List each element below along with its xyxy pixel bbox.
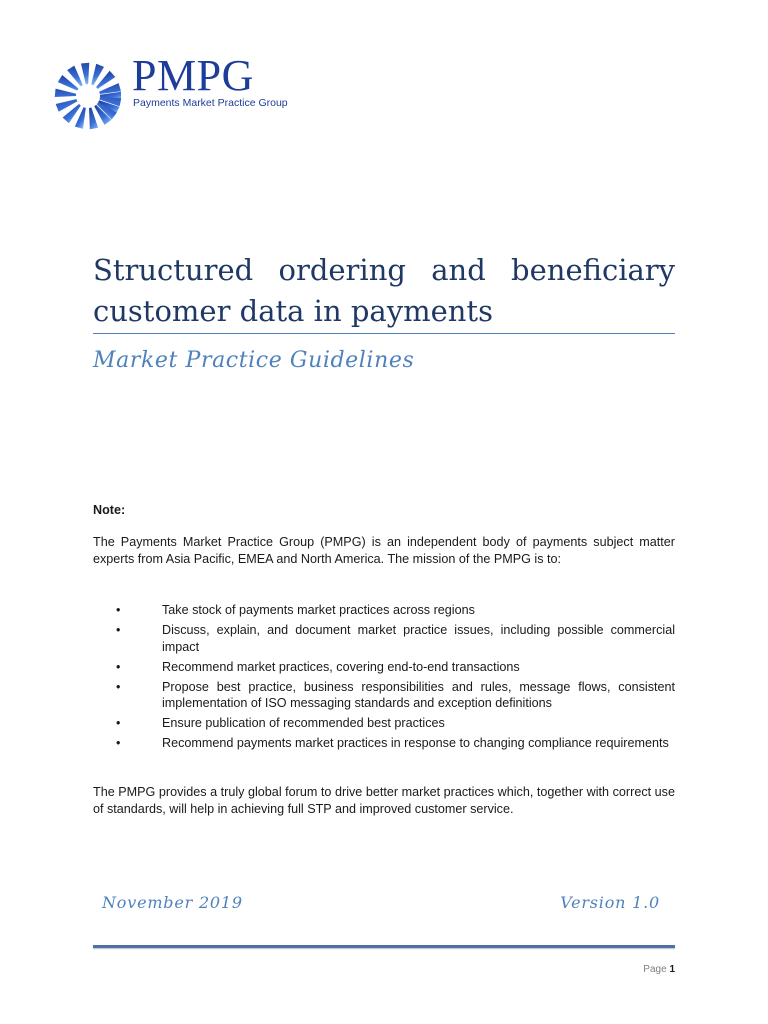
bullet-icon: •: [116, 736, 121, 750]
list-item-text: Take stock of payments market practices across regions: [162, 603, 475, 617]
list-item: [93, 679, 675, 712]
intro-paragraph: The Payments Market Practice Group (PMPG) is an independent body of payments subject matter experts from Asia Pacific, EMEA and North America. The mission of the PMPG is to:: [93, 535, 675, 566]
list-item: [93, 715, 675, 732]
page-number: [643, 964, 675, 975]
bullet-icon: •: [116, 716, 121, 730]
list-item-text: Ensure publication of recommended best practices: [162, 716, 445, 730]
list-item-text: Propose best practice, business responsibilities and rules, message flows, consistent implementation of ISO messaging standards and exception definitions: [162, 679, 675, 710]
list-item: [93, 659, 675, 676]
sunburst-logo-icon: [52, 60, 124, 132]
page-number-value: 1: [669, 964, 675, 975]
logo-tagline: Payments Market Practice Group: [133, 97, 288, 109]
bullet-icon: •: [116, 679, 121, 694]
publication-date: November 2019: [102, 893, 243, 912]
document-version: Version 1.0: [560, 893, 660, 912]
closing-paragraph: The PMPG provides a truly global forum to drive better market practices which, together with correct use of standards, will help in achieving full STP and improved customer service.: [93, 785, 675, 816]
list-item-text: Recommend payments market practices in response to changing compliance requirements: [162, 736, 669, 750]
footer-divider: [93, 945, 675, 948]
list-item: [93, 735, 675, 752]
document-title: Structured ordering and beneficiary customer data in payments: [93, 253, 675, 328]
bullet-icon: •: [116, 603, 121, 617]
list-item-text: Recommend market practices, covering end-to-end transactions: [162, 659, 520, 674]
title-divider: [93, 333, 675, 334]
document-subtitle: Market Practice Guidelines: [93, 348, 415, 373]
mission-list: [93, 602, 675, 755]
bullet-icon: •: [116, 623, 121, 637]
logo-wordmark: PMPG: [132, 51, 254, 100]
list-item: [93, 622, 675, 655]
bullet-icon: •: [116, 659, 121, 674]
note-label: Note:: [93, 503, 126, 517]
list-item-text: Discuss, explain, and document market practice issues, including possible commercial impact: [162, 623, 675, 654]
pmpg-logo: [52, 52, 292, 134]
page-label: Page: [643, 964, 667, 975]
list-item: [93, 602, 675, 619]
